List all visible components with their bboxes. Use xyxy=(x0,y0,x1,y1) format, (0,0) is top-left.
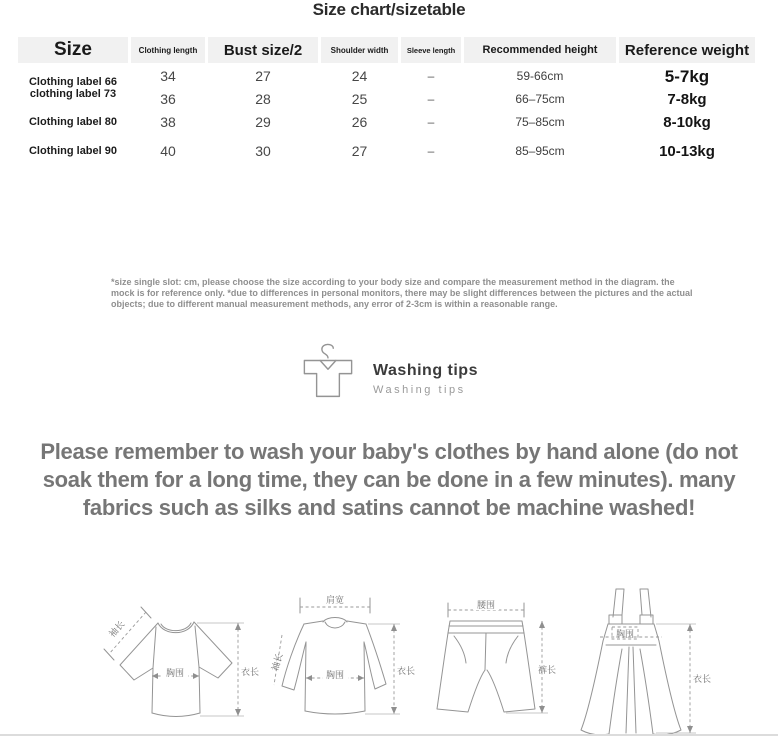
shoulder-width-label: 肩宽 xyxy=(325,595,345,605)
cell-weight xyxy=(619,140,755,163)
longsleeve-diagram xyxy=(270,583,418,733)
value: 30 xyxy=(255,143,271,159)
table-row-80 xyxy=(18,111,758,134)
cell-size-label xyxy=(18,111,128,134)
size-table-body xyxy=(18,65,758,163)
clothing-length-label: 衣长 xyxy=(397,666,416,676)
care-note: Please remember to wash your baby's clothes by hand alone (do not soak them for a long time, they can be done in a few minutes). many fabrics such as silks and satins cannot be machine washed! xyxy=(40,439,738,520)
size-label-80: Clothing label 80 xyxy=(28,116,117,128)
washing-tips-header xyxy=(0,340,778,402)
value: 38 xyxy=(160,114,176,130)
column-header-clothing-length: Clothing length xyxy=(131,37,205,63)
value: 27 xyxy=(351,143,368,159)
value: 25 xyxy=(351,91,368,107)
measurement-diagrams xyxy=(0,583,778,735)
washing-tips-subtitle: Washing tips xyxy=(373,384,466,396)
cell-height xyxy=(464,65,616,111)
cell-shoulder xyxy=(321,65,398,111)
tshirt-diagram xyxy=(94,583,264,733)
cell-size-label xyxy=(18,140,128,163)
shorts-diagram xyxy=(424,583,558,733)
value: 24 xyxy=(351,68,368,84)
clothing-length-label: 衣长 xyxy=(241,667,260,677)
cell-sleeve xyxy=(401,140,461,163)
value: – xyxy=(427,144,435,158)
cell-shoulder xyxy=(321,140,398,163)
value: 36 xyxy=(160,91,176,107)
value: 85–95cm xyxy=(515,144,565,158)
value: 7-8kg xyxy=(667,91,707,108)
value: 10-13kg xyxy=(659,143,715,160)
value: 75–85cm xyxy=(515,115,565,129)
page-title: Size chart/sizetable xyxy=(312,0,466,19)
cell-weight xyxy=(619,111,755,134)
washing-tips-text xyxy=(373,362,478,396)
cell-sleeve xyxy=(401,111,461,134)
column-header-sleeve-length: Sleeve length xyxy=(401,37,461,63)
overalls-diagram xyxy=(564,583,714,741)
value: 28 xyxy=(255,91,271,107)
bottom-divider xyxy=(0,734,778,736)
column-header-shoulder-width: Shoulder width xyxy=(321,37,398,63)
sleeve-length-label: 袖长 xyxy=(107,618,127,640)
bust-label: 胸围 xyxy=(165,668,185,678)
cell-bust xyxy=(208,111,318,134)
column-header-reference-weight: Reference weight xyxy=(619,37,755,63)
cell-bust xyxy=(208,140,318,163)
value: 8-10kg xyxy=(663,114,711,131)
size-label-73: clothing label 73 xyxy=(29,88,117,100)
fine-print-note: *size single slot: cm, please choose the size according to your body size and compare the measurement method in the diagram. the mock is for reference only. *due to differences in personal monitors, there may be slight differences between the pictures and the actual objects; due to different manual measurement methods, any error of 2-3cm is within a reasonable range. xyxy=(111,277,693,309)
bust-label: 胸围 xyxy=(325,670,345,680)
cell-clothing-length xyxy=(131,111,205,134)
cell-clothing-length xyxy=(131,140,205,163)
size-table-header-row xyxy=(18,37,758,63)
sleeve-length-label: 袖长 xyxy=(270,652,285,673)
pants-length-label: 裤长 xyxy=(538,665,557,675)
value: – xyxy=(427,115,435,129)
value: 29 xyxy=(255,114,271,130)
size-label-90: Clothing label 90 xyxy=(28,145,117,157)
value: 34 xyxy=(160,68,176,84)
cell-weight xyxy=(619,65,755,111)
table-row-90 xyxy=(18,140,758,163)
value: – xyxy=(427,69,435,83)
value: 59-66cm xyxy=(516,69,564,83)
cell-sleeve xyxy=(401,65,461,111)
size-label-66: Clothing label 66 xyxy=(28,76,117,88)
cell-clothing-length xyxy=(131,65,205,111)
clothing-length-label: 衣长 xyxy=(693,674,712,684)
value: – xyxy=(427,92,435,106)
column-header-bust: Bust size/2 xyxy=(208,37,318,63)
cell-shoulder xyxy=(321,111,398,134)
value: 5-7kg xyxy=(664,67,710,86)
column-header-recommended-height: Recommended height xyxy=(464,37,616,63)
shirt-on-hanger-icon xyxy=(300,340,356,402)
cell-height xyxy=(464,140,616,163)
value: 26 xyxy=(351,114,368,130)
washing-tips-title: Washing tips xyxy=(373,362,478,379)
cell-size-label xyxy=(18,65,128,111)
cell-height xyxy=(464,111,616,134)
size-table xyxy=(18,37,758,163)
value: 27 xyxy=(255,68,271,84)
cell-bust xyxy=(208,65,318,111)
value: 66–75cm xyxy=(515,92,565,106)
value: 40 xyxy=(160,143,176,159)
bust-label: 胸围 xyxy=(615,629,635,639)
column-header-size: Size xyxy=(18,37,128,63)
waist-label: 腰围 xyxy=(476,600,496,610)
table-row-66-73 xyxy=(18,65,758,111)
